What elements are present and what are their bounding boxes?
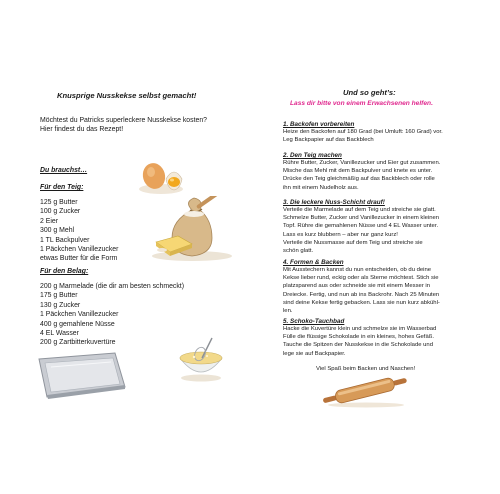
rolling-pin-illustration [318, 373, 412, 409]
step-5-text: Hacke die Kuvertüre klein und schmelze sie im Wasserbad Fülle die flüssige Schokolade in ein kleines, hohes Gefäß. Tauche die Spitzen der Nusskekse in die Schokolade und lege sie auf Backpapier. [283, 326, 437, 357]
list-item: etwas Butter für die Form [40, 255, 118, 263]
list-item: 100 g Zucker [40, 208, 81, 216]
right-page [250, 0, 500, 494]
list-item: 1 TL Backpulver [40, 236, 90, 244]
step-4-text: Mit Ausstechern kannst du nun entscheiden, ob du deine Kekse lieber rund, eckig oder als Sterne möchtest. Stich sie platzsparend aus oder schneide sie mit einem Messer in Dreiecke. Fertig, und nun ab ins Backrohr. Nach 25 Minuten sind deine Kekse fertig gebacken. Lass sie nun kurz abkühl- len. [283, 267, 440, 315]
baking-tray-illustration [33, 349, 129, 403]
step-3-title: 3. Die leckere Nuss-Schicht drauf! [283, 199, 385, 206]
list-item: 1 Päckchen Vanillezucker [40, 246, 119, 254]
list-item: 200 g Marmelade (die dir am besten schmeckt) [40, 283, 185, 290]
list-item: 130 g Zucker [40, 301, 81, 309]
list-item: 175 g Butter [40, 292, 78, 300]
list-item: 2 Eier [40, 217, 59, 225]
step-2-text: Rühre Butter, Zucker, Vanillezucker und Eier gut zusammen. Mische das Mehl mit dem Backpulver und knete es unter. Drücke den Teig gleichmäßig auf das Backblech oder rolle ihn mit einem Nudelholz aus. [283, 160, 441, 191]
list-item: 400 g gemahlene Nüsse [40, 320, 115, 328]
step-4-title: 4. Formen & Backen [283, 259, 344, 266]
list-item: 4 EL Wasser [40, 330, 79, 338]
step-3-text: Verteile die Marmelade auf dem Teig und streiche sie glatt. Schmelze Butter, Zucker und Vanillezucker in einem kleinen Topf. Rühre die gemahlenen Nüsse und 4 EL Wasser unter. Lass es kurz blubbern – aber nur ganz kurz! Verteile die Nussmasse auf dem Teig und streiche sie schön glatt. [283, 207, 440, 255]
dough-heading: Für den Teig: [40, 184, 84, 191]
recipe-title: Knusprige Nusskekse selbst gemacht! [57, 91, 197, 100]
list-item: 125 g Butter [40, 199, 78, 206]
adult-help-note: Lass dir bitte von einem Erwachsenen helfen. [290, 100, 433, 107]
list-item: 300 g Mehl [40, 227, 75, 235]
step-1-title: 1. Backofen vorbereiten [283, 121, 355, 128]
intro-line-2: Hier findest du das Rezept! [40, 126, 124, 133]
topping-heading: Für den Belag: [40, 268, 89, 275]
flour-butter-illustration [148, 196, 234, 262]
dough-ingredient-list [40, 198, 118, 264]
closing-line: Viel Spaß beim Backen und Naschen! [316, 366, 416, 372]
step-5-title: 5. Schoko-Tauchbad [283, 318, 345, 325]
step-2-title: 2. Den Teig machen [283, 152, 342, 159]
ingredients-heading: Du brauchst… [40, 167, 88, 174]
step-1-text: Heize den Backofen auf 180 Grad (bei Umluft: 160 Grad) vor. Leg Backpapier auf das Backblech [283, 129, 443, 144]
eggs-illustration [136, 157, 186, 195]
method-title: Und so geht’s: [343, 88, 396, 97]
list-item: 1 Päckchen Vanillezucker [40, 311, 119, 319]
topping-ingredient-list [40, 282, 184, 348]
mixing-bowl-illustration [176, 336, 226, 382]
intro-line-1: Möchtest du Patricks superleckere Nusskekse kosten? [40, 117, 207, 124]
list-item: 200 g Zartbitterkuvertüre [40, 339, 116, 347]
